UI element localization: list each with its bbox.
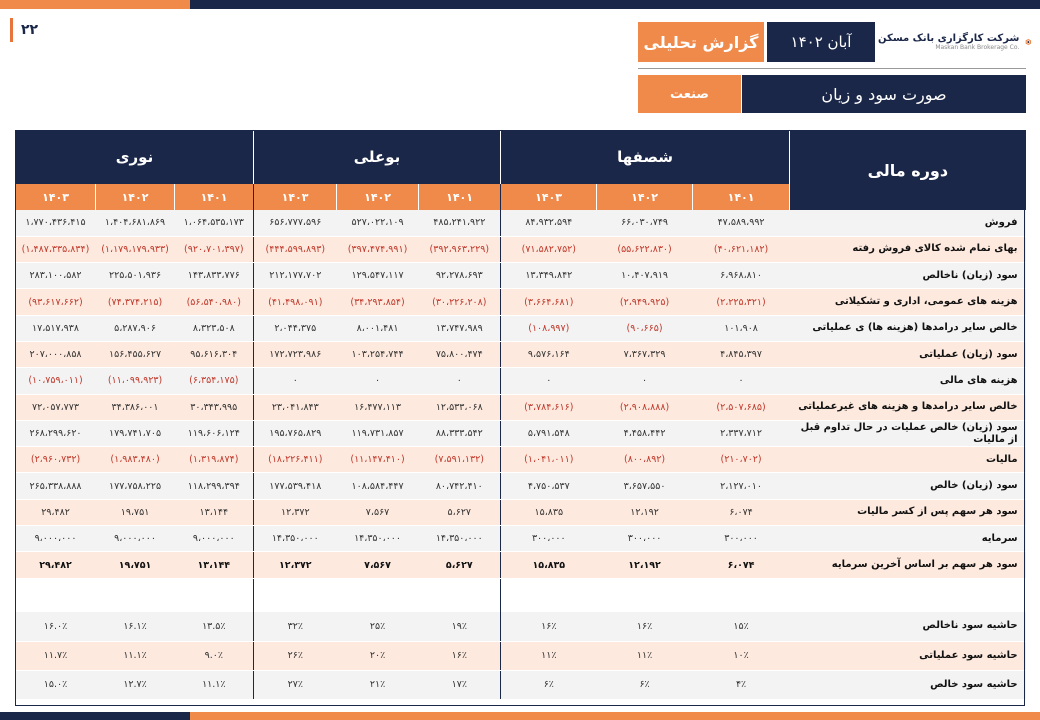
year-header: ۱۴۰۱ — [419, 184, 501, 210]
ratio-cell: ۱۰٪ — [693, 641, 790, 670]
ratio-cell: ۶٪ — [597, 670, 693, 699]
table-cell: ۷۲،۰۵۷،۷۷۳ — [16, 394, 96, 420]
row-label: خالص سایر درامدها و هزینه های غیرعملیاتی — [790, 394, 1026, 420]
table-cell: ۱۷،۵۱۷،۹۳۸ — [16, 315, 96, 341]
ratio-cell: ۲۰٪ — [337, 641, 419, 670]
ratio-row — [16, 670, 1026, 699]
ratio-cell: ۱۶٪ — [501, 612, 597, 641]
year-header: ۱۴۰۳ — [254, 184, 337, 210]
table-cell: (۴۱،۴۹۸،۰۹۱) — [254, 289, 337, 315]
table-cell: (۷،۵۹۱،۱۳۲) — [419, 447, 501, 473]
ratio-cell: ۱۲.۷٪ — [96, 670, 175, 699]
table-cell: (۵۵،۶۲۲،۸۳۰) — [597, 236, 693, 262]
table-cell: (۹۳،۶۱۷،۶۶۲) — [16, 289, 96, 315]
table-row — [16, 289, 1026, 315]
table-cell: ۲۹،۴۸۲ — [16, 552, 96, 578]
ratio-cell: ۲۱٪ — [337, 670, 419, 699]
table-cell: ۹،۰۰۰،۰۰۰ — [175, 526, 254, 552]
table-cell: ۱۰۳،۲۵۴،۷۴۴ — [337, 341, 419, 367]
ratio-cell: ۲۷٪ — [254, 670, 337, 699]
row-label: سود هر سهم پس از کسر مالیات — [790, 499, 1026, 525]
table-row — [16, 341, 1026, 367]
table-cell: ۱۴،۳۵۰،۰۰۰ — [419, 526, 501, 552]
table-row — [16, 473, 1026, 499]
table-cell: ۱۰۱،۹۰۸ — [693, 315, 790, 341]
table-row — [16, 447, 1026, 473]
table-cell: ۲،۰۴۴،۳۷۵ — [254, 315, 337, 341]
table-cell: ۰ — [693, 368, 790, 394]
table-cell: ۱۴۳،۸۳۳،۷۷۶ — [175, 263, 254, 289]
table-cell: ۱۳،۷۴۷،۹۸۹ — [419, 315, 501, 341]
table-cell: ۱۷۲،۷۲۳،۹۸۶ — [254, 341, 337, 367]
table-cell: ۰ — [501, 368, 597, 394]
table-cell: (۲،۲۲۵،۳۲۱) — [693, 289, 790, 315]
table-cell: ۱۶،۴۷۷،۱۱۳ — [337, 394, 419, 420]
year-header: ۱۴۰۳ — [501, 184, 597, 210]
table-cell: ۱۵،۸۳۵ — [501, 552, 597, 578]
ratio-label: حاشیه سود عملیاتی — [790, 641, 1026, 670]
table-row — [16, 210, 1026, 236]
table-cell: ۹۵،۶۱۶،۳۰۴ — [175, 341, 254, 367]
ratio-cell: ۱۱.۷٪ — [16, 641, 96, 670]
top-accent-bar — [0, 0, 1040, 9]
bottom-accent-bar — [0, 712, 1040, 720]
table-row — [16, 420, 1026, 446]
row-label: سود (زیان) خالص — [790, 473, 1026, 499]
table-cell: (۳،۶۶۴،۶۸۱) — [501, 289, 597, 315]
table-row — [16, 526, 1026, 552]
table-cell: ۲۰۷،۰۰۰،۸۵۸ — [16, 341, 96, 367]
table-cell: ۸۴،۹۳۲،۵۹۴ — [501, 210, 597, 236]
table-cell: ۸۰،۷۴۲،۴۱۰ — [419, 473, 501, 499]
ratio-cell: ۱۵.۰٪ — [16, 670, 96, 699]
table-cell: ۵،۶۲۷ — [419, 499, 501, 525]
ratio-cell: ۱۶٪ — [419, 641, 501, 670]
top-bar-navy — [190, 0, 1040, 9]
table-cell: (۱،۰۴۱،۰۱۱) — [501, 447, 597, 473]
year-header: ۱۴۰۱ — [693, 184, 790, 210]
ratio-cell: ۱۳.۵٪ — [175, 612, 254, 641]
table-cell: ۱۵،۸۳۵ — [501, 499, 597, 525]
table-row — [16, 394, 1026, 420]
table-cell: (۳۰،۲۲۶،۲۰۸) — [419, 289, 501, 315]
table-row — [16, 236, 1026, 262]
ratio-cell: ۶٪ — [501, 670, 597, 699]
table-cell: (۹۲۰،۷۰۱،۳۹۷) — [175, 236, 254, 262]
table-cell: (۳۹۲،۹۶۳،۲۲۹) — [419, 236, 501, 262]
header-divider — [638, 68, 1026, 69]
table-cell: ۰ — [254, 368, 337, 394]
row-label: هزینه های مالی — [790, 368, 1026, 394]
table-cell: ۵،۷۹۱،۵۴۸ — [501, 420, 597, 446]
table-cell: (۲،۵۰۷،۶۸۵) — [693, 394, 790, 420]
row-label: سود (زیان) عملیاتی — [790, 341, 1026, 367]
income-statement-table — [15, 130, 1025, 700]
table-cell: (۳۴،۲۹۳،۸۵۴) — [337, 289, 419, 315]
table-cell: (۲،۹۰۸،۸۸۸) — [597, 394, 693, 420]
report-date: آبان ۱۴۰۲ — [767, 22, 875, 62]
ratio-cell: ۲۶٪ — [254, 641, 337, 670]
table-cell: (۳،۷۸۴،۶۱۶) — [501, 394, 597, 420]
ratio-row — [16, 612, 1026, 641]
table-cell: ۶،۹۶۸،۸۱۰ — [693, 263, 790, 289]
table-cell: ۷،۵۶۷ — [337, 552, 419, 578]
row-label: هزینه های عمومی، اداری و تشکیلاتی — [790, 289, 1026, 315]
table-cell: ۰ — [337, 368, 419, 394]
row-label: فروش — [790, 210, 1026, 236]
row-label: سود هر سهم بر اساس آخرین سرمایه — [790, 552, 1026, 578]
table-cell: ۴۷،۵۸۹،۹۹۲ — [693, 210, 790, 236]
row-label: سود (زیان) خالص عملیات در حال تداوم قبل از مالیات — [790, 420, 1026, 446]
table-cell: (۱،۱۷۹،۱۷۹،۹۳۳) — [96, 236, 175, 262]
table-cell: ۸،۰۰۱،۴۸۱ — [337, 315, 419, 341]
ratio-label: حاشیه سود ناخالص — [790, 612, 1026, 641]
table-cell: ۲۸۳،۱۰۰،۵۸۲ — [16, 263, 96, 289]
table-cell: ۲۲۵،۵۰۱،۹۳۶ — [96, 263, 175, 289]
section-tag: صنعت — [638, 75, 741, 113]
table-cell: (۱۱،۱۴۷،۴۱۰) — [337, 447, 419, 473]
table-cell: (۹۰،۶۶۵) — [597, 315, 693, 341]
bottom-bar-orange — [190, 712, 1040, 720]
ratio-cell: ۱۱.۱٪ — [96, 641, 175, 670]
ratio-cell: ۱۵٪ — [693, 612, 790, 641]
ratio-cell: ۴٪ — [693, 670, 790, 699]
table-row — [16, 499, 1026, 525]
table-cell: ۵،۲۸۷،۹۰۶ — [96, 315, 175, 341]
table-cell: (۵۶،۵۴۰،۹۸۰) — [175, 289, 254, 315]
table-cell: (۷۴،۳۷۴،۲۱۵) — [96, 289, 175, 315]
table-cell: (۶،۳۵۴،۱۷۵) — [175, 368, 254, 394]
ratio-cell: ۱۶.۰٪ — [16, 612, 96, 641]
table-cell: (۱۰،۷۵۹،۰۱۱) — [16, 368, 96, 394]
table-cell: ۱۲،۱۹۲ — [597, 552, 693, 578]
table-cell: ۶۵۶،۷۷۷،۵۹۶ — [254, 210, 337, 236]
table-cell: ۴،۴۵۸،۴۴۲ — [597, 420, 693, 446]
table-cell: ۸،۳۲۳،۵۰۸ — [175, 315, 254, 341]
table-cell: ۱۳،۱۴۴ — [175, 552, 254, 578]
top-bar-orange — [0, 0, 190, 9]
table-cell: (۲۱۰،۷۰۲) — [693, 447, 790, 473]
year-header: ۱۴۰۱ — [175, 184, 254, 210]
table-cell: ۱۲،۵۳۳،۰۶۸ — [419, 394, 501, 420]
table-cell: ۰ — [597, 368, 693, 394]
table-cell: ۹،۰۰۰،۰۰۰ — [96, 526, 175, 552]
table-cell: (۲،۹۶۰،۷۳۲) — [16, 447, 96, 473]
table-cell: ۱۱۸،۲۹۹،۳۹۴ — [175, 473, 254, 499]
company-header: شصفها — [501, 130, 790, 184]
table-cell: ۶،۰۷۴ — [693, 552, 790, 578]
row-label: مالیات — [790, 447, 1026, 473]
table-cell: ۱،۰۶۴،۵۳۵،۱۷۳ — [175, 210, 254, 236]
ratio-cell: ۱۱٪ — [501, 641, 597, 670]
table-cell: ۶،۰۷۴ — [693, 499, 790, 525]
table-spacer — [16, 578, 1026, 612]
table-cell: ۱۷۷،۵۳۹،۴۱۸ — [254, 473, 337, 499]
company-header: بوعلی — [254, 130, 501, 184]
table-cell: (۱۱،۰۹۹،۹۲۳) — [96, 368, 175, 394]
table-cell: ۱،۴۰۴،۶۸۱،۸۶۹ — [96, 210, 175, 236]
table-cell: ۱۲،۳۷۲ — [254, 499, 337, 525]
table-cell: ۲،۳۳۷،۷۱۲ — [693, 420, 790, 446]
year-header: ۱۴۰۲ — [96, 184, 175, 210]
row-label: سود (زیان) ناخالص — [790, 263, 1026, 289]
ratio-cell: ۲۵٪ — [337, 612, 419, 641]
table-cell: ۲۱۲،۱۷۷،۷۰۲ — [254, 263, 337, 289]
ratio-cell: ۱۶٪ — [597, 612, 693, 641]
table-cell: ۳،۶۵۷،۵۵۰ — [597, 473, 693, 499]
table-cell: ۱۴،۳۵۰،۰۰۰ — [254, 526, 337, 552]
ratio-row — [16, 641, 1026, 670]
table-cell: ۰ — [419, 368, 501, 394]
table-cell: ۳۰۰،۰۰۰ — [693, 526, 790, 552]
table-row — [16, 368, 1026, 394]
ratio-cell: ۱۱.۱٪ — [175, 670, 254, 699]
table-cell: (۳۹۷،۴۷۴،۹۹۱) — [337, 236, 419, 262]
ratio-cell: ۱۶.۱٪ — [96, 612, 175, 641]
table-cell: ۵۲۷،۰۲۲،۱۰۹ — [337, 210, 419, 236]
table-cell: ۸۸،۳۳۳،۵۴۲ — [419, 420, 501, 446]
row-label: سرمایه — [790, 526, 1026, 552]
ratio-cell: ۱۷٪ — [419, 670, 501, 699]
table-cell: ۴۸۵،۲۴۱،۹۲۲ — [419, 210, 501, 236]
table-row — [16, 315, 1026, 341]
table-row — [16, 552, 1026, 578]
table-cell: ۱۵۶،۴۵۵،۶۲۷ — [96, 341, 175, 367]
company-logo-icon — [1025, 21, 1032, 63]
table-cell: (۱،۳۱۹،۸۷۴) — [175, 447, 254, 473]
table-cell: ۱۱۹،۷۳۱،۸۵۷ — [337, 420, 419, 446]
table-cell: ۲۶۵،۳۳۸،۸۸۸ — [16, 473, 96, 499]
row-label: بهای تمام شده کالای فروش رفته — [790, 236, 1026, 262]
table-cell: ۱۷۹،۷۴۱،۷۰۵ — [96, 420, 175, 446]
year-header: ۱۴۰۲ — [337, 184, 419, 210]
table-cell: ۱۲۹،۵۴۷،۱۱۷ — [337, 263, 419, 289]
table-cell: ۱۴،۳۵۰،۰۰۰ — [337, 526, 419, 552]
table-cell: ۳۰۰،۰۰۰ — [501, 526, 597, 552]
table-cell: ۱۹۵،۷۶۵،۸۲۹ — [254, 420, 337, 446]
section-title: صورت سود و زیان — [742, 75, 1026, 113]
period-header: دوره مالی — [790, 130, 1026, 210]
table-cell: ۱۹،۷۵۱ — [96, 499, 175, 525]
table-cell: ۵،۶۲۷ — [419, 552, 501, 578]
table-cell: (۱،۹۸۳،۴۸۰) — [96, 447, 175, 473]
table-cell: ۷۵،۸۰۰،۴۷۴ — [419, 341, 501, 367]
table-cell: ۱،۷۷۰،۴۳۶،۴۱۵ — [16, 210, 96, 236]
table-cell: ۱۷۷،۷۵۸،۲۲۵ — [96, 473, 175, 499]
table-row — [16, 263, 1026, 289]
table-cell: ۱۲،۱۹۲ — [597, 499, 693, 525]
table-cell: ۱۰،۴۰۷،۹۱۹ — [597, 263, 693, 289]
table-cell: ۳۴،۳۸۶،۰۰۱ — [96, 394, 175, 420]
table-cell: ۲،۱۲۷،۰۱۰ — [693, 473, 790, 499]
table-cell: ۳۰،۳۴۳،۹۹۵ — [175, 394, 254, 420]
table-cell: ۲۳،۰۴۱،۸۴۳ — [254, 394, 337, 420]
table-cell: ۹،۰۰۰،۰۰۰ — [16, 526, 96, 552]
table-cell: ۱۳،۱۴۴ — [175, 499, 254, 525]
table-cell: (۱۸،۲۲۶،۴۱۱) — [254, 447, 337, 473]
table-cell: ۲۶۸،۲۹۹،۶۲۰ — [16, 420, 96, 446]
company-name-fa: شرکت کارگزاری بانک مسکن — [878, 33, 1020, 44]
ratio-cell: ۱۱٪ — [597, 641, 693, 670]
table-cell: (۱۰۸،۹۹۷) — [501, 315, 597, 341]
company-logo — [878, 20, 1032, 64]
ratio-cell: ۳۲٪ — [254, 612, 337, 641]
table-cell: (۴۴۴،۵۹۹،۸۹۳) — [254, 236, 337, 262]
ratio-cell: ۱۹٪ — [419, 612, 501, 641]
table-cell: ۴،۸۴۵،۳۹۷ — [693, 341, 790, 367]
table-cell: (۴۰،۶۲۱،۱۸۲) — [693, 236, 790, 262]
table-cell: ۲۹،۴۸۲ — [16, 499, 96, 525]
table-cell: ۱۰۸،۵۸۴،۴۴۷ — [337, 473, 419, 499]
year-header: ۱۴۰۲ — [597, 184, 693, 210]
bottom-bar-navy — [0, 712, 190, 720]
company-header: نوری — [16, 130, 254, 184]
table-cell: ۹۲،۲۷۸،۶۹۳ — [419, 263, 501, 289]
row-label: خالص سایر درامدها (هزینه ها) ی عملیاتی — [790, 315, 1026, 341]
table-cell: (۲،۹۴۹،۹۲۵) — [597, 289, 693, 315]
table-cell: ۱۳،۳۴۹،۸۴۲ — [501, 263, 597, 289]
year-header: ۱۴۰۳ — [16, 184, 96, 210]
table-cell: (۸۰۰،۸۹۲) — [597, 447, 693, 473]
report-title: گزارش تحلیلی — [638, 22, 764, 62]
table-cell: (۷۱،۵۸۲،۷۵۲) — [501, 236, 597, 262]
table-cell: ۱۹،۷۵۱ — [96, 552, 175, 578]
table-cell: ۱۱۹،۶۰۶،۱۲۴ — [175, 420, 254, 446]
table-cell: ۷،۵۶۷ — [337, 499, 419, 525]
table-cell: (۱،۴۸۷،۳۳۵،۸۳۴) — [16, 236, 96, 262]
table-cell: ۶۶،۰۳۰،۷۴۹ — [597, 210, 693, 236]
table-cell: ۳۰۰،۰۰۰ — [597, 526, 693, 552]
ratio-cell: ۹.۰٪ — [175, 641, 254, 670]
table-cell: ۷،۳۶۷،۳۲۹ — [597, 341, 693, 367]
table-cell: ۹،۵۷۶،۱۶۴ — [501, 341, 597, 367]
ratio-label: حاشیه سود خالص — [790, 670, 1026, 699]
page-number: ۲۲ — [10, 18, 38, 42]
table-cell: ۱۲،۳۷۲ — [254, 552, 337, 578]
company-name-en: Maskan Bank Brokerage Co. — [935, 44, 1020, 51]
table-cell: ۴،۷۵۰،۵۳۷ — [501, 473, 597, 499]
